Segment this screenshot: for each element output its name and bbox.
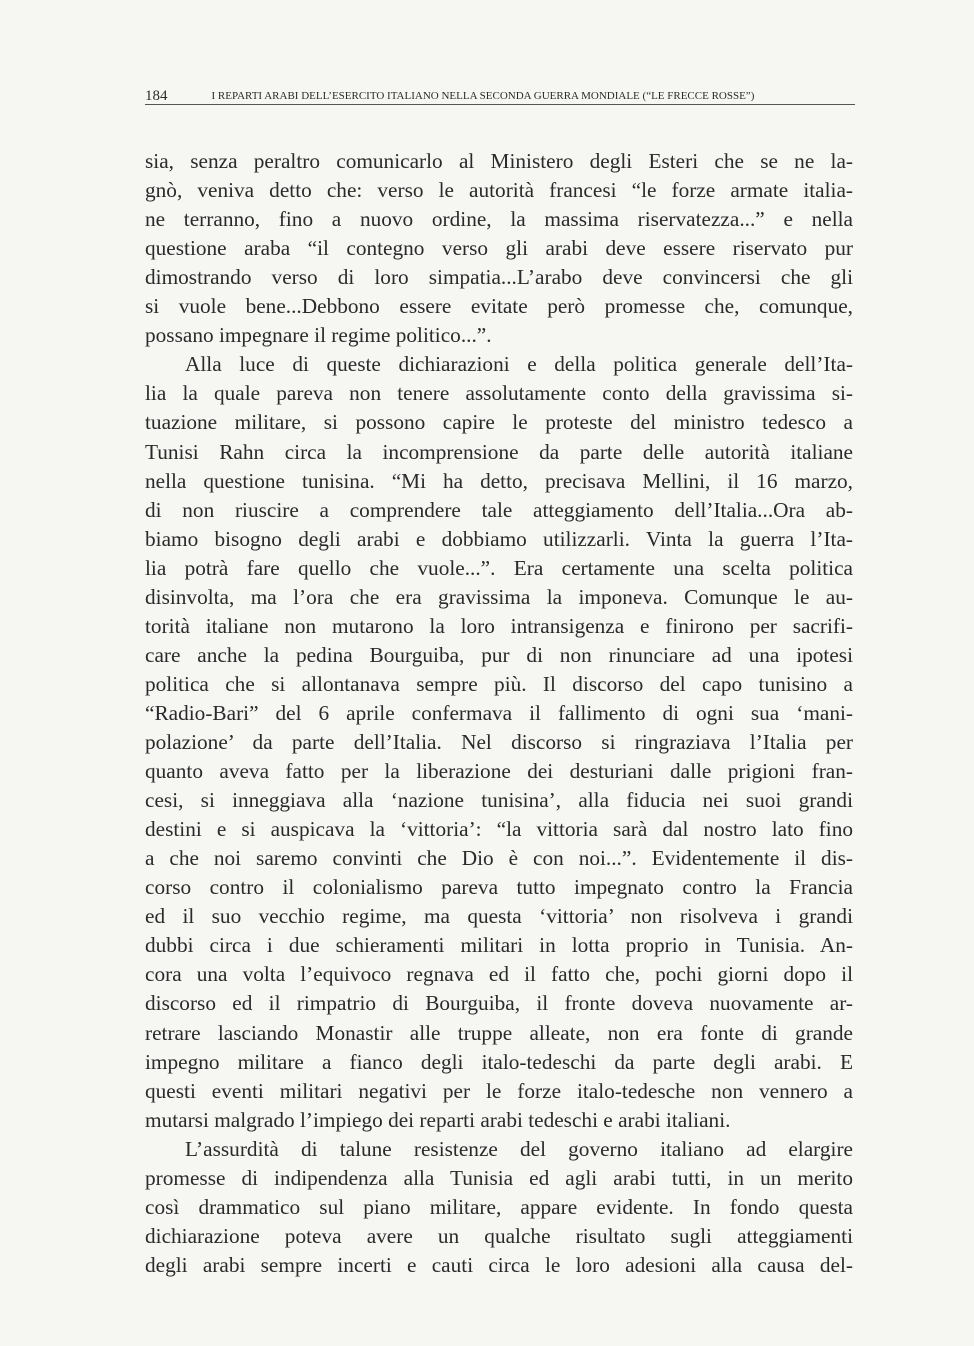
text-line: disinvolta, ma l’ora che era gravissima la imponeva. Comunque le au-: [145, 584, 853, 609]
text-line: sia, senza peraltro comunicarlo al Ministero degli Esteri che se ne la-: [145, 149, 853, 173]
text-line: biamo bisogno degli arabi e dobbiamo utilizzarli. Vinta la guerra l’Ita-: [145, 526, 853, 551]
text-line: gnò, veniva detto che: verso le autorità francesi “le forze armate italia-: [145, 178, 853, 203]
text-line: ne terranno, fino a nuovo ordine, la massima riservatezza...” e nella: [145, 207, 853, 232]
text-line: corso contro il colonialismo pareva tutto impegnato contro la Francia: [145, 875, 853, 900]
text-line: discorso ed il rimpatrio di Bourguiba, il fronte doveva nuovamente ar-: [145, 991, 853, 1016]
text-line: questi eventi militari negativi per le forze italo-tedesche non vennero a: [145, 1078, 853, 1103]
page-number: 184: [145, 88, 168, 104]
text-line: di non riuscire a comprendere tale atteggiamento dell’Italia...Ora ab-: [145, 497, 853, 522]
text-line: si vuole bene...Debbono essere evitate però promesse che, comunque,: [145, 294, 853, 319]
text-line: tuazione militare, si possono capire le proteste del ministro tedesco a: [145, 410, 853, 435]
text-line: lia la quale pareva non tenere assolutamente conto della gravissima si-: [145, 381, 853, 406]
text-line: cora una volta l’equivoco regnava ed il fatto che, pochi giorni dopo il: [145, 962, 853, 987]
text-line: L’assurdità di talune resistenze del governo italiano ad elargire: [185, 1136, 853, 1161]
text-line: nella questione tunisina. “Mi ha detto, precisava Mellini, il 16 marzo,: [145, 468, 853, 493]
text-line: cesi, si inneggiava alla ‘nazione tunisina’, alla fiducia nei suoi grandi: [145, 788, 853, 813]
text-line: care anche la pedina Bourguiba, pur di non rinunciare ad una ipotesi: [145, 642, 853, 667]
text-line: degli arabi sempre incerti e cauti circa le loro adesioni alla causa del-: [145, 1252, 853, 1277]
text-line: quanto aveva fatto per la liberazione dei desturiani dalle prigioni fran-: [145, 759, 853, 784]
running-title: I REPARTI ARABI DELL’ESERCITO ITALIANO NELLA SECONDA GUERRA MONDIALE (“LE FRECCE ROSSE”): [211, 90, 755, 102]
text-line: possano impegnare il regime politico...”.: [145, 323, 492, 348]
text-line: a che noi saremo convinti che Dio è con noi...”. Evidentemente il dis-: [145, 846, 853, 871]
text-line: ed il suo vecchio regime, ma questa ‘vittoria’ non risolveva i grandi: [145, 904, 853, 929]
text-line: politica che si allontanava sempre più. Il discorso del capo tunisino a: [145, 671, 853, 696]
text-line: mutarsi malgrado l’impiego dei reparti arabi tedeschi e arabi italiani.: [145, 1107, 731, 1132]
text-line: impegno militare a fianco degli italo-tedeschi da parte degli arabi. E: [145, 1049, 853, 1074]
text-line: così drammatico sul piano militare, appare evidente. In fondo questa: [145, 1194, 853, 1219]
text-line: questione araba “il contegno verso gli arabi deve essere riservato pur: [145, 236, 853, 261]
text-line: “Radio-Bari” del 6 aprile confermava il fallimento di ogni sua ‘mani-: [145, 700, 853, 725]
text-line: dimostrando verso di loro simpatia...L’arabo deve convincersi che gli: [145, 265, 853, 290]
running-header: [145, 88, 855, 105]
text-line: Tunisi Rahn circa la incomprensione da parte delle autorità italiane: [145, 439, 853, 464]
text-line: dichiarazione poteva avere un qualche risultato sugli atteggiamenti: [145, 1223, 853, 1248]
text-line: torità italiane non mutarono la loro intransigenza e finirono per sacrifi-: [145, 613, 853, 638]
text-line: Alla luce di queste dichiarazioni e della politica generale dell’Ita-: [185, 352, 853, 377]
text-line: retrare lasciando Monastir alle truppe alleate, non era fonte di grande: [145, 1020, 853, 1045]
text-line: lia potrà fare quello che vuole...”. Era certamente una scelta politica: [145, 555, 853, 580]
text-line: destini e si auspicava la ‘vittoria’: “la vittoria sarà dal nostro lato fino: [145, 817, 853, 842]
text-line: polazione’ da parte dell’Italia. Nel discorso si ringraziava l’Italia per: [145, 730, 853, 754]
text-line: promesse di indipendenza alla Tunisia ed agli arabi tutti, in un merito: [145, 1165, 853, 1190]
text-line: dubbi circa i due schieramenti militari in lotta proprio in Tunisia. An-: [145, 933, 853, 958]
